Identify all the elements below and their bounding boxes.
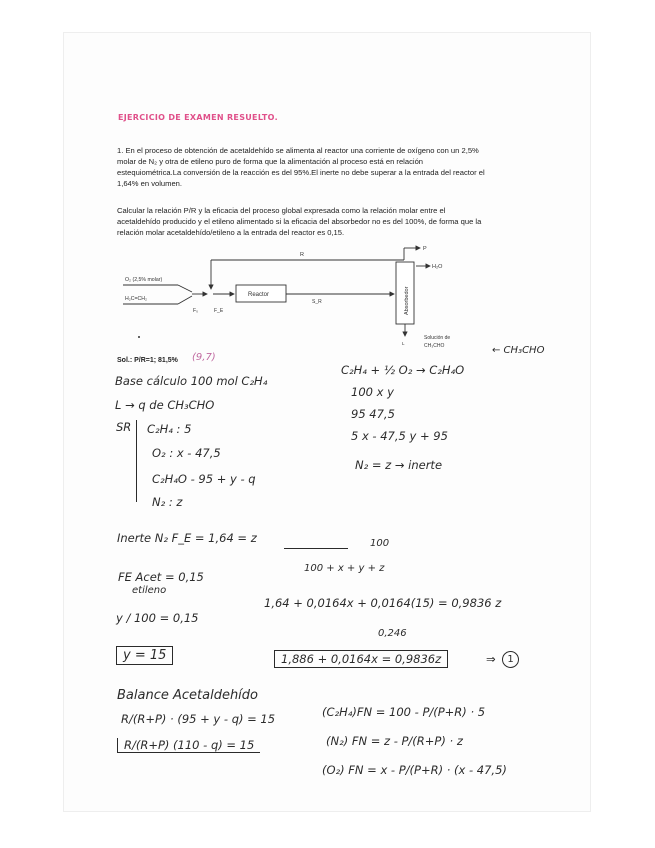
problem-text-line: estequiométrica.La conversión de la reacción es del 95%.El inerte no debe superar a la entrada del reactor el [117,168,485,177]
absorber-label: Absorbedor [404,286,410,315]
reactor-label: Reactor [248,292,270,298]
solution-answer: Sol.: P/R=1; 81,5% [117,357,178,364]
hw-row2: 95 47,5 [351,407,395,421]
hw-brace [136,420,139,502]
hw-n2-inert: N₂ = z → inerte [355,458,443,472]
question-text-line: Calcular la relación P/R y la eficacia del proceso global expresada como la relación molar entre el [117,206,446,215]
hw-o2: O₂ : x - 47,5 [152,446,221,460]
hw-balance-title: Balance Acetaldehído [117,688,259,703]
hw-circled-number: 1 [502,651,519,668]
hw-etileno: etileno [132,585,167,596]
hw-c2h4o: C₂H₄O - 95 + y - q [152,472,256,486]
label-FE: F_E [214,308,224,314]
hw-eq: 1,64 + 0,0164x + 0,0164(15) = 0,9836 z [264,596,502,610]
label-P: P [423,246,427,252]
hw-inerte: Inerte N₂ F_E = 1,64 = z [117,531,257,545]
label-water: H₂O [432,264,443,270]
label-L: L [402,341,405,346]
hw-SR: SR [116,420,132,434]
solution-label-1: Solución de [424,335,451,341]
hw-L: L → q de CH₃CHO [115,398,215,412]
hw-reaction: C₂H₄ + ½ O₂ → C₂H₄O [341,363,465,377]
hw-den: 100 + x + y + z [304,563,385,574]
label-R: R [300,252,304,258]
hw-eq-box: 1,886 + 0,0164x = 0,9836z [274,650,448,668]
question-text-line: relación molar acetaldehído/etileno a la entrada del reactor es 0,15. [117,228,345,237]
feed-ethylene-label: H₂C=CH₂ [125,296,148,302]
hw-implies-arrow: ⇒ [486,652,496,666]
hw-balance-eq2: R/(R+P) (110 - q) = 15 [117,738,260,753]
problem-text-line: molar de N₂ y otra de etileno puro de forma que la alimentación al proceso está en relación [117,157,424,166]
hw-n2: N₂ : z [152,495,183,509]
page-title: EJERCICIO DE EXAMEN RESUELTO. [118,113,278,122]
hw-0246: 0,246 [378,628,407,639]
hw-y-box: y = 15 [116,646,173,665]
solution-label-2: CH₃CHO [424,343,445,349]
hw-fn3: (O₂) FN = x - P/(P+R) · (x - 47,5) [322,763,507,777]
hw-row3: 5 x - 47,5 y + 95 [351,429,448,443]
hw-fn2: (N₂) FN = z - P/(R+P) · z [326,734,463,748]
question-text-line: acetaldehído producido y el etileno alimentado si la eficacia del absorbedor no es del 100%, de forma que la [117,217,482,226]
hw-100: 100 [370,538,390,549]
hw-c2h4: C₂H₄ : 5 [147,422,192,436]
problem-text-line: 1. En el proceso de obtención de acetaldehído se alimenta al reactor una corriente de oxígeno con un 2,5% [117,146,479,155]
hw-fe: FE Acet = 0,15 [118,570,204,584]
hw-balance-eq1: R/(R+P) · (95 + y - q) = 15 [121,712,276,726]
hw-row1: 100 x y [351,385,394,399]
feed-oxygen-label: O₂ (2,5% molar) [125,277,163,283]
hw-fraction-bar [284,548,348,549]
hw-frac: y / 100 = 0,15 [116,611,199,625]
hw-ch3cho-note: ← CH₃CHO [492,345,545,356]
label-FA: F₀ [193,308,199,314]
label-SR: S_R [312,299,322,305]
problem-text-line: 1,64% en volumen. [117,179,183,188]
hw-fn1: (C₂H₄)FN = 100 - P/(P+R) · 5 [322,705,486,719]
hw-basis: Base cálculo 100 mol C₂H₄ [115,374,268,388]
solution-mark: (9,7) [192,352,216,363]
